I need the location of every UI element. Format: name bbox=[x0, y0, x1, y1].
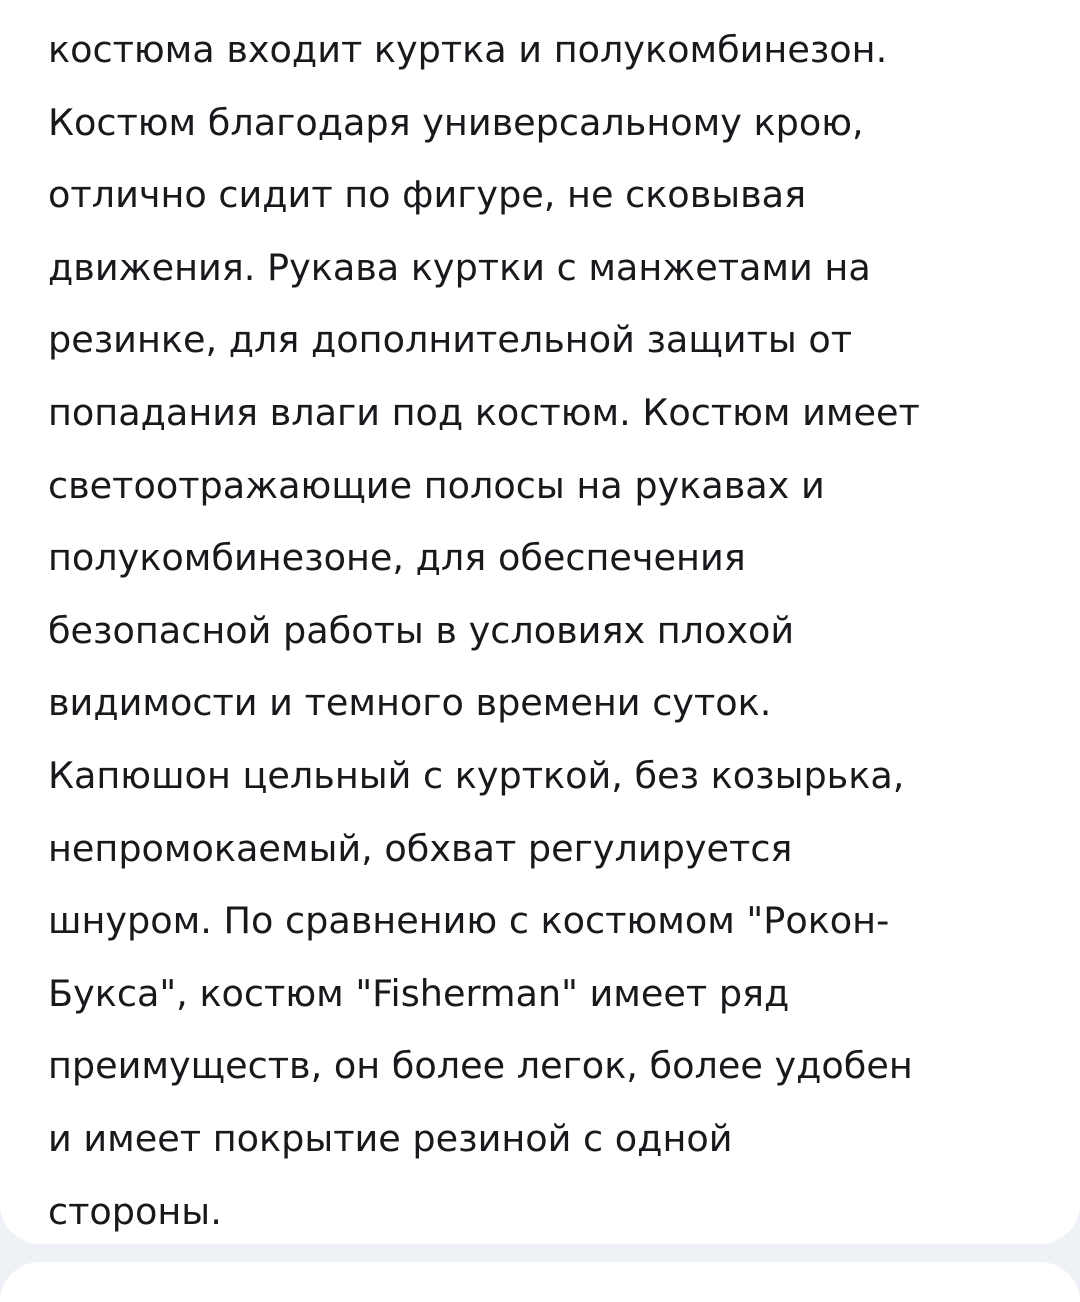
description-line: безопасной работы в условиях плохой bbox=[48, 608, 795, 652]
description-line: попадания влаги под костюм. Костюм имеет bbox=[48, 390, 920, 434]
description-line: отлично сидит по фигуре, не сковывая bbox=[48, 173, 807, 217]
description-line: движения. Рукава куртки с манжетами на bbox=[48, 245, 871, 289]
description-line: светоотражающие полосы на рукавах и bbox=[48, 463, 825, 507]
description-line: преимуществ, он более легок, более удобен bbox=[48, 1044, 913, 1088]
description-line: полукомбинезоне, для обеспечения bbox=[48, 536, 746, 580]
clipped-previous-line bbox=[0, 0, 1080, 14]
description-line: непромокаемый, обхват регулируется bbox=[48, 826, 793, 870]
description-line: и имеет покрытие резиной с одной bbox=[48, 1116, 733, 1160]
description-line: Капюшон цельный с курткой, без козырька, bbox=[48, 753, 905, 797]
description-line: шнуром. По сравнению с костюмом "Рокон- bbox=[48, 899, 890, 943]
description-line: Костюм благодаря универсальному крою, bbox=[48, 100, 864, 144]
next-card-top-edge bbox=[0, 1262, 1080, 1302]
description-line: Букса", костюм "Fisherman" имеет ряд bbox=[48, 971, 790, 1015]
description-line: костюма входит куртка и полукомбинезон. bbox=[48, 28, 888, 71]
description-line: стороны. bbox=[48, 1189, 222, 1233]
description-line: видимости и темного времени суток. bbox=[48, 681, 772, 725]
description-text bbox=[48, 14, 1058, 1244]
description-line: резинке, для дополнительной защиты от bbox=[48, 318, 853, 362]
